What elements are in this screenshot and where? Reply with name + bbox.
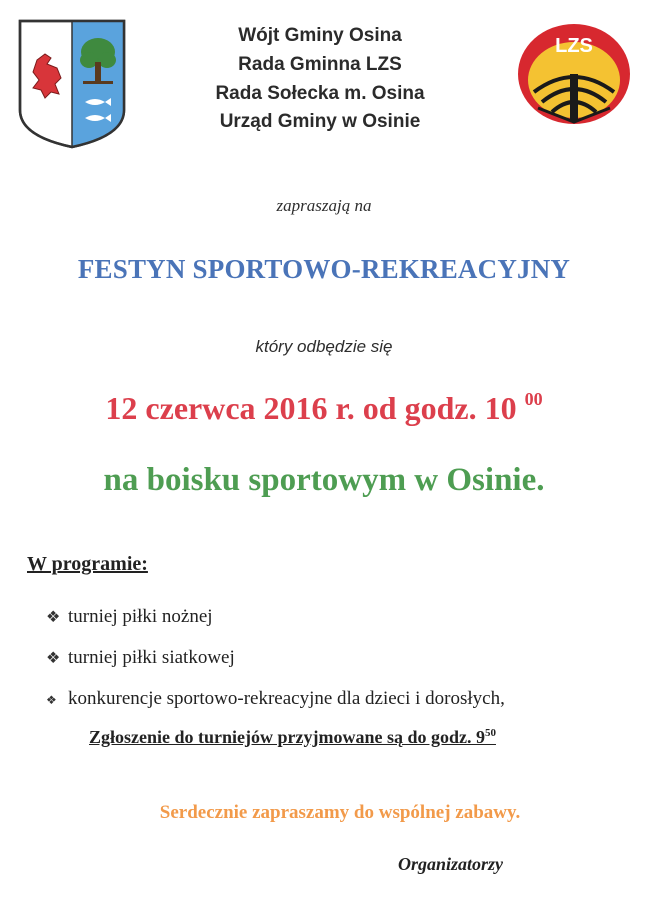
diamond-bullet-icon: ❖: [46, 693, 57, 707]
lzs-logo-text: LZS: [555, 35, 593, 57]
closing-invitation: Serdecznie zapraszamy do wspólnej zabawy.: [159, 802, 521, 823]
event-date-main: 12 czerwca 2016 r. od godz. 10: [105, 390, 517, 426]
invite-text: zapraszają na: [276, 196, 372, 215]
signature: Organizatorzy: [398, 854, 504, 874]
registration-note-text: Zgłoszenie do turniejów przyjmowane są do godz. 9: [89, 727, 485, 747]
diamond-bullet-icon: ❖: [46, 650, 61, 667]
which-text: który odbędzie się: [255, 337, 393, 356]
event-title: FESTYN SPORTOWO-REKREACYJNY: [77, 254, 571, 284]
organizer-line-3: Rada Sołecka m. Osina: [215, 83, 425, 104]
coat-of-arms-icon: [17, 18, 127, 150]
program-item-text: turniej piłki nożnej: [68, 606, 213, 627]
event-place: na boisku sportowym w Osinie.: [103, 462, 545, 498]
event-date: [0, 390, 648, 427]
lzs-logo-icon: [516, 22, 632, 126]
program-heading: W programie:: [27, 553, 148, 575]
organizer-line-4: Urząd Gminy w Osinie: [219, 111, 421, 132]
registration-note-minutes: 50: [484, 727, 496, 739]
program-item: [46, 647, 235, 669]
registration-note: [89, 727, 496, 748]
event-date-minutes: 00: [524, 389, 543, 410]
organizer-line-1: Wójt Gminy Osina: [238, 25, 402, 46]
program-item: [46, 688, 646, 710]
program-item-text: konkurencje sportowo-rekreacyjne dla dzieci i dorosłych,: [68, 688, 505, 709]
program-item: [46, 606, 213, 628]
organizer-line-2: Rada Gminna LZS: [238, 54, 402, 75]
diamond-bullet-icon: ❖: [46, 609, 61, 626]
program-item-text: turniej piłki siatkowej: [68, 647, 235, 668]
